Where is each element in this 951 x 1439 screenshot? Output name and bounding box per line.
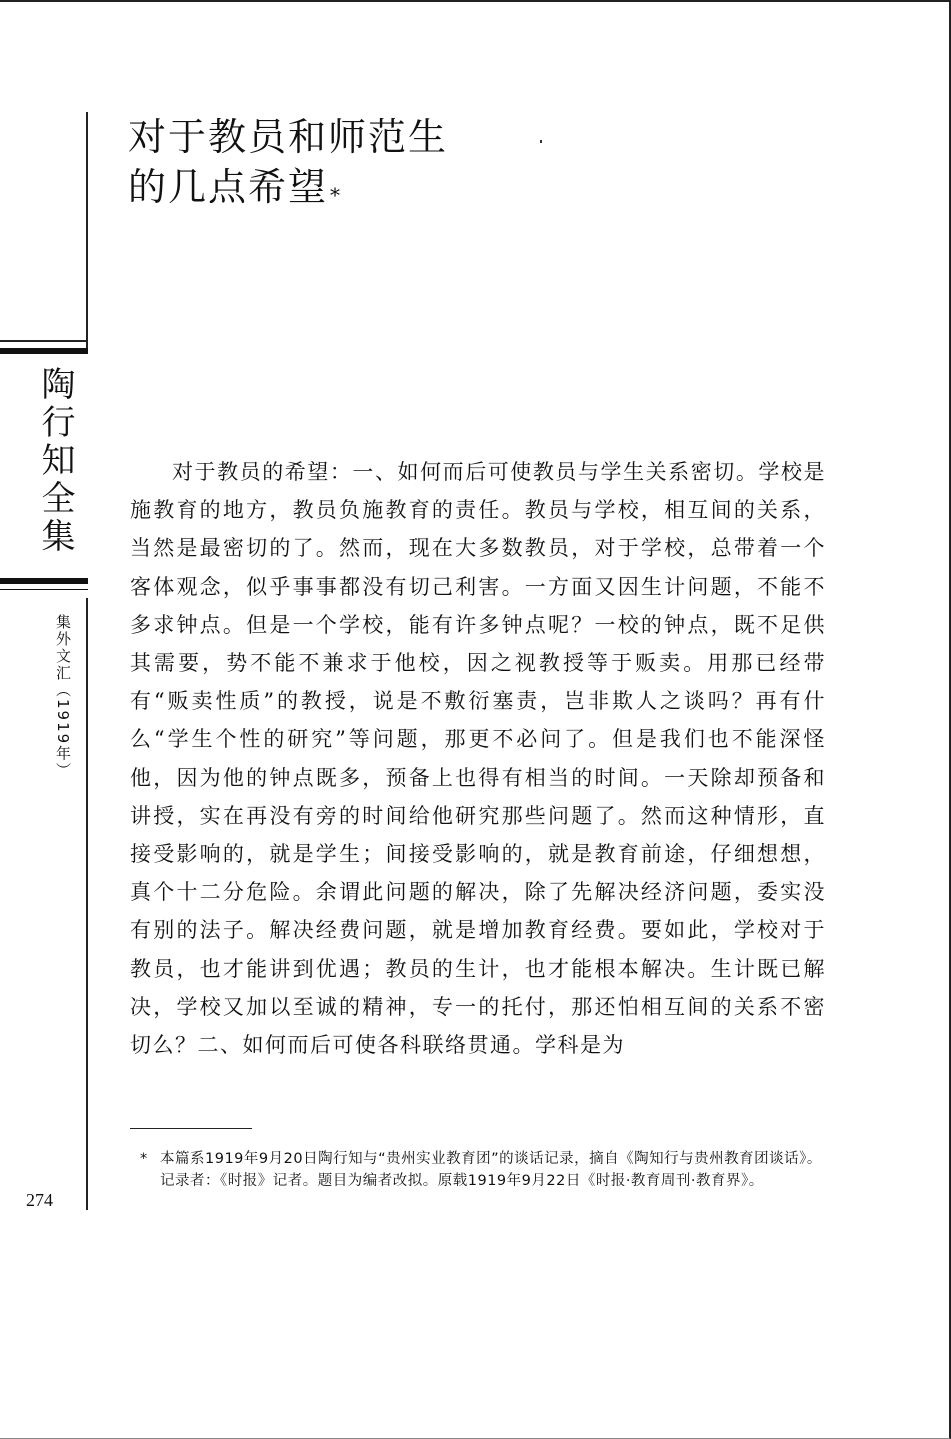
article-title [128,112,588,212]
title-line-2-text: 的几点希望 [128,165,329,209]
page-number: 274 [26,1190,53,1210]
series-bar-top [0,348,88,354]
section-label: 集外文汇（1919年） [54,614,72,780]
footnote [140,1148,828,1192]
title-footnote-marker: * [330,183,343,207]
title-line-1: 对于教员和师范生 [128,115,449,159]
footnote-marker: * [140,1151,148,1167]
margin-corner-rule [0,340,88,342]
series-title: 陶行知全集 [35,366,75,556]
margin-rule-upper [86,112,88,348]
footnote-text: 本篇系1919年9月20日陶行知与“贵州实业教育团”的谈话记录，摘自《陶知行与贵州教育团谈话》。记录者：《时报》记者。题目为编者改拟。原载1919年9月22日《时报·教育周刊·教育界》。 [160,1151,822,1189]
footnote-rule [130,1128,252,1129]
body-text [130,453,826,1064]
series-bar-bottom [0,578,88,584]
margin-rule-lower [86,598,88,1210]
body-paragraph: 对于教员的希望：一、如何而后可使教员与学生关系密切。学校是施教育的地方，教员负施教育的责任。教员与学校，相互间的关系，当然是最密切的了。然而，现在大多数教员，对于学校，总带着一个客体观念，似乎事事都没有切己利害。一方面又因生计问题，不能不多求钟点。但是一个学校，能有许多钟点呢？一校的钟点，既不足供其需要，势不能不兼求于他校，因之视教授等于贩卖。用那已经带有“贩卖性质”的教授，说是不敷衍塞责，岂非欺人之谈吗？再有什么“学生个性的研究”等问题，那更不必问了。但是我们也不能深怪他，因为他的钟点既多，预备上也得有相当的时间。一天除却预备和讲授，实在再没有旁的时间给他研究那些问题了。然而这种情形，直接受影响的，就是学生；间接受影响的，就是教育前途，仔细想想，真个十二分危险。余谓此问题的解决，除了先解决经济问题，委实没有别的法子。解决经费问题，就是增加教育经费。要如此，学校对于教员，也才能讲到优遇；教员的生计，也才能根本解决。生计既已解决，学校又加以至诚的精神，专一的托付，那还怕相互间的关系不密切么？二、如何而后可使各科联络贯通。学科是为 [130,460,826,1058]
series-bar-thin [0,589,88,590]
title-line-2 [128,162,588,212]
